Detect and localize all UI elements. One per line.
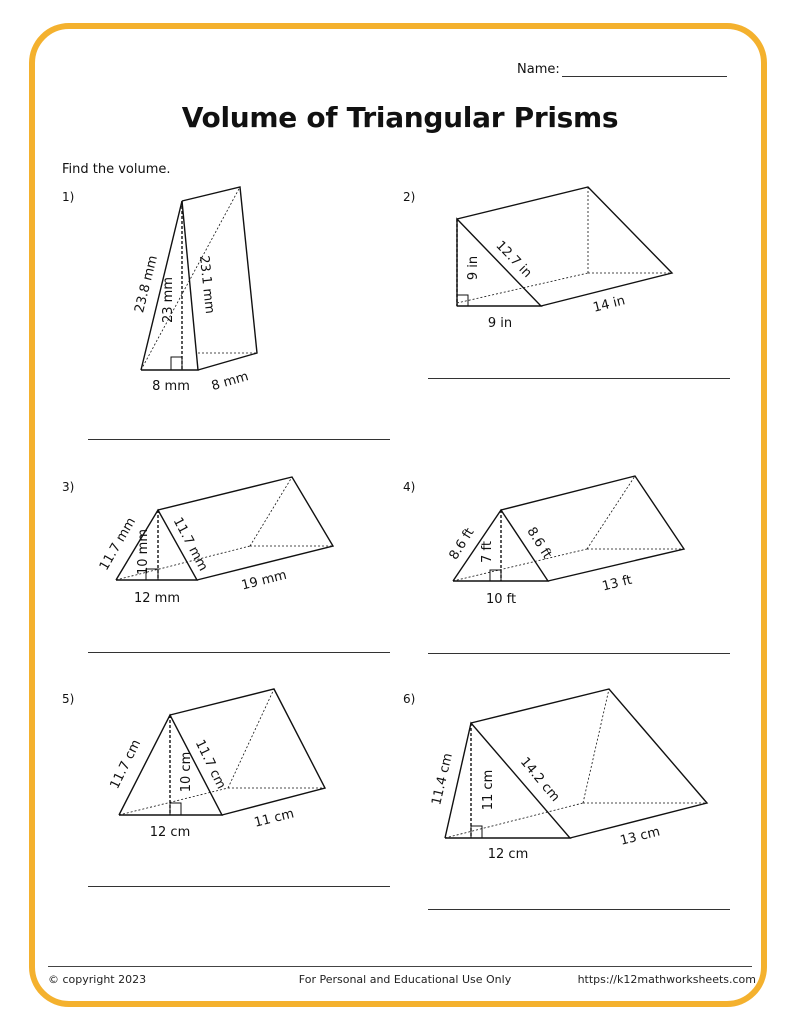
- prism-5-figure: [119, 689, 325, 815]
- p4-height-label: 7 ft: [480, 541, 495, 563]
- p4-base-label: 10 ft: [485, 592, 517, 607]
- p5-base-label: 12 cm: [149, 825, 191, 840]
- p6-base-label: 12 cm: [487, 847, 529, 862]
- p3-left-slant-label: 11.7 mm: [96, 515, 140, 574]
- problem-2-number: 2): [403, 190, 416, 204]
- p6-height-label: 11 cm: [481, 769, 496, 811]
- footer-divider: [48, 966, 752, 967]
- p4-length-label: 13 ft: [600, 572, 634, 595]
- prism-6-figure: [445, 689, 707, 838]
- footer-url[interactable]: https://k12mathworksheets.com: [577, 973, 756, 986]
- p1-left-slant-label: 23.8 mm: [132, 254, 161, 315]
- prism-4-figure: [453, 476, 684, 581]
- p3-base-label: 12 mm: [133, 591, 181, 606]
- p6-length-label: 13 cm: [618, 824, 662, 849]
- p3-length-label: 19 mm: [240, 567, 289, 594]
- p1-height-label: 23 mm: [161, 276, 176, 324]
- p5-length-label: 11 cm: [252, 806, 296, 831]
- p3-right-slant-label: 11.7 mm: [169, 515, 211, 574]
- p2-height-label: 9 in: [466, 255, 481, 281]
- prism-2-figure: [457, 187, 672, 306]
- p4-right-slant-label: 8.6 ft: [523, 524, 555, 562]
- problem-5-number: 5): [62, 692, 75, 706]
- problem-1-number: 1): [62, 190, 75, 204]
- p5-left-slant-label: 11.7 cm: [107, 737, 145, 792]
- p1-length-label: 8 mm: [209, 369, 251, 395]
- name-label: Name:: [517, 62, 560, 77]
- instructions: Find the volume.: [62, 162, 171, 177]
- p1-right-slant-label: 23.1 mm: [195, 254, 217, 315]
- p6-left-slant-label: 11.4 cm: [429, 751, 456, 807]
- p6-right-slant-label: 14.2 cm: [516, 754, 563, 805]
- p2-length-label: 14 in: [591, 293, 627, 316]
- p2-hypotenuse-label: 12.7 in: [492, 238, 535, 281]
- p2-base-label: 9 in: [487, 316, 513, 331]
- problem-6-number: 6): [403, 692, 416, 706]
- page-title: Volume of Triangular Prisms: [181, 101, 619, 134]
- p1-base-label: 8 mm: [152, 379, 190, 394]
- p5-height-label: 10 cm: [179, 751, 194, 793]
- footer-copyright: © copyright 2023: [48, 973, 147, 986]
- p5-right-slant-label: 11.7 cm: [191, 737, 229, 792]
- footer-usage: For Personal and Educational Use Only: [298, 973, 512, 986]
- problem-3-number: 3): [62, 480, 75, 494]
- p4-left-slant-label: 8.6 ft: [446, 525, 478, 563]
- problem-4-number: 4): [403, 480, 416, 494]
- p3-height-label: 10 mm: [136, 528, 151, 576]
